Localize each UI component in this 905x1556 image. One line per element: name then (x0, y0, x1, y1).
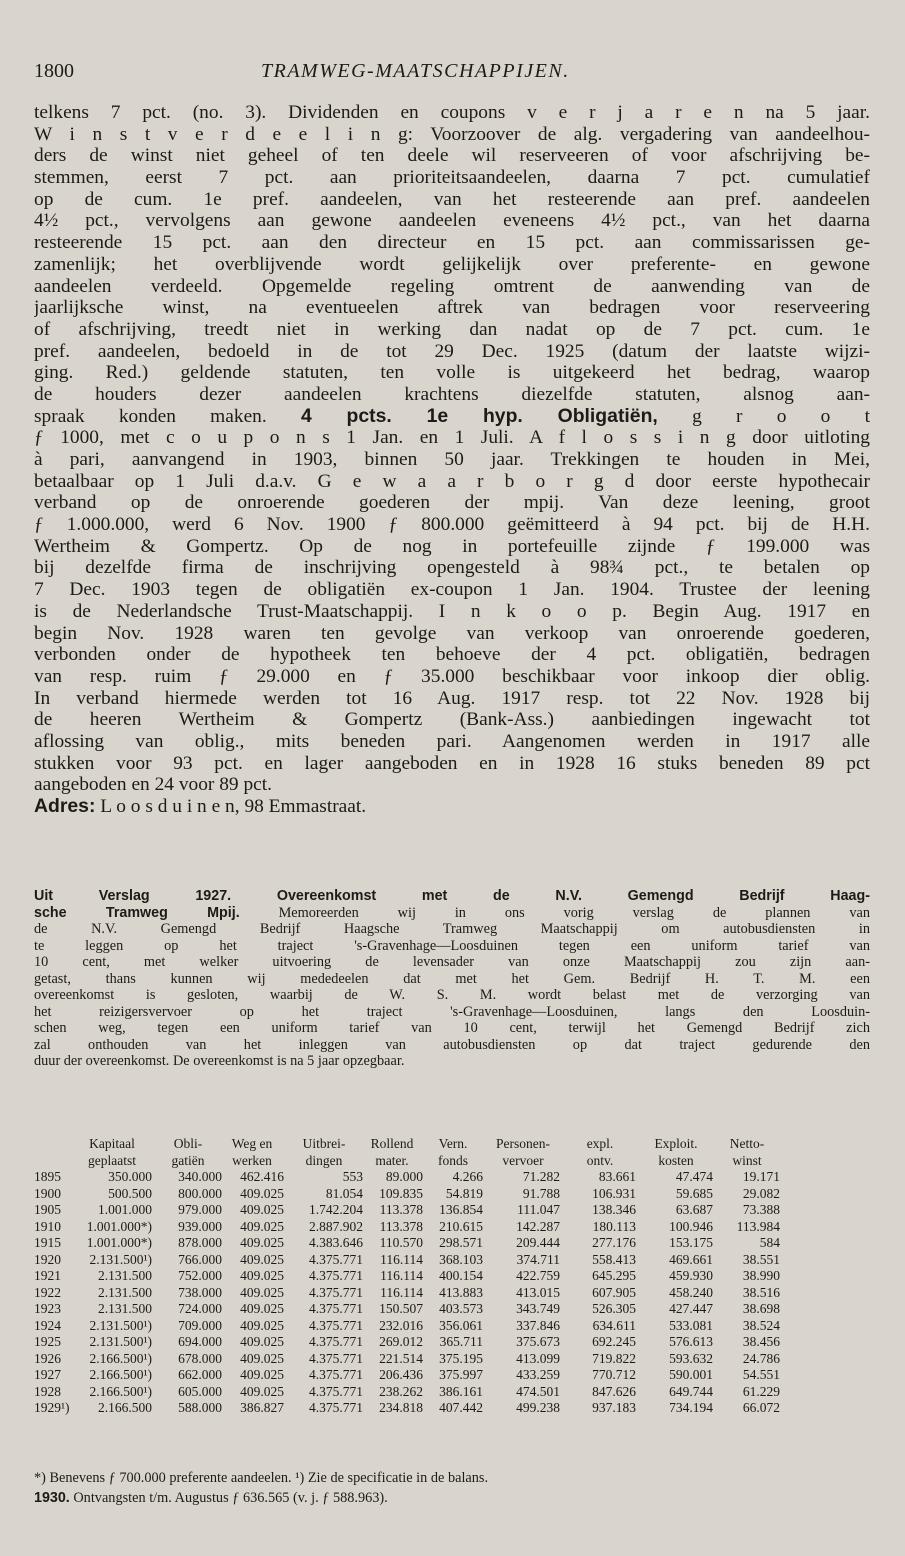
table-year-cell: 1921 (34, 1268, 61, 1283)
table-cell: 474.501 (516, 1383, 560, 1399)
table-year-cell: 1915 (34, 1235, 61, 1250)
table-row (34, 1367, 870, 1384)
text-line: aflossing van oblig., mits beneden pari. Aangenomen werden in 1917 alle (34, 730, 870, 752)
table-row (34, 1169, 870, 1186)
text-line: schen weg, tegen een uniform tarief van 10 cent, terwijl het Gemengd Bedrijf zich (34, 1020, 870, 1036)
text-line: verband op de onroerende goederen der mpij. Van deze leening, groot (34, 492, 870, 514)
table-cell: 109.835 (379, 1185, 423, 1201)
table-cell: 409.025 (240, 1202, 284, 1217)
table-header-cell: dingen (305, 1152, 343, 1168)
table-header-cell: vervoer (502, 1152, 544, 1168)
text-line: bij dezelfde firma de inschrijving opengesteld à 98¾ pct., te betalen op (34, 557, 870, 579)
table-cell: 54.551 (742, 1367, 780, 1382)
text-line: 10 cent, met welker uitvoering de levensader van onze Maatschappij zou zijn aan- (34, 954, 870, 970)
table-year-cell: 1929¹) (34, 1400, 70, 1415)
table-cell: 724.000 (178, 1301, 222, 1316)
table-cell: 386.827 (240, 1400, 284, 1415)
table-cell: 607.905 (592, 1284, 636, 1300)
table-cell: 368.103 (439, 1251, 483, 1267)
table-cell: 4.375.771 (309, 1383, 363, 1399)
table-header-cell: winst (732, 1152, 762, 1168)
text-line: het reizigersvervoer op het traject 's-Gravenhage—Loosduinen, langs den Loosduin- (34, 1003, 870, 1020)
text-line: ƒ 1.000.000, werd 6 Nov. 1900 ƒ 800.000 geëmitteerd à 94 pct. bij de H.H. (34, 514, 870, 536)
table-cell: 403.573 (439, 1301, 483, 1316)
table-cell: 939.000 (178, 1218, 222, 1234)
table-cell: 24.786 (742, 1350, 780, 1366)
table-cell: 337.846 (516, 1317, 560, 1333)
table-year-cell: 1900 (34, 1185, 61, 1201)
table-cell: 356.061 (439, 1317, 483, 1333)
table-cell: 59.685 (675, 1185, 713, 1201)
table-cell: 409.025 (240, 1383, 284, 1399)
table-cell: 2.887.902 (309, 1218, 363, 1234)
table-cell: 71.282 (522, 1169, 560, 1184)
table-cell: 116.114 (380, 1251, 423, 1267)
text-line: te leggen op het traject 's-Gravenhage—Loosduinen tegen een uniform tarief van (34, 937, 870, 954)
table-cell: 1.001.000*) (86, 1235, 152, 1250)
table-cell: 38.524 (742, 1317, 780, 1333)
table-cell: 738.000 (178, 1284, 222, 1300)
table-cell: 277.176 (592, 1235, 636, 1250)
table-header-cell: Obli- (173, 1136, 203, 1151)
table-year-cell: 1925 (34, 1334, 61, 1349)
table-year-cell: 1924 (34, 1317, 61, 1333)
text-line: ging. Red.) geldende statuten, ten volle is uitgekeerd het bedrag, waarop (34, 362, 870, 384)
table-cell: 116.114 (380, 1268, 423, 1283)
table-cell: 526.305 (592, 1301, 636, 1316)
table-cell: 533.081 (669, 1317, 713, 1333)
table-cell: 350.000 (108, 1169, 152, 1184)
table-year-cell: 1895 (34, 1169, 61, 1184)
table-cell: 649.744 (669, 1383, 713, 1399)
text-line-with-heading (34, 406, 870, 428)
table-cell: 138.346 (592, 1202, 636, 1217)
table-cell: 634.611 (592, 1317, 636, 1333)
table-cell: 407.442 (439, 1400, 483, 1415)
table-cell: 719.822 (592, 1350, 636, 1366)
table-cell: 413.883 (439, 1284, 483, 1300)
table-cell: 269.012 (379, 1334, 423, 1349)
table-cell: 979.000 (178, 1202, 222, 1217)
table-row (34, 1400, 870, 1417)
table-cell: 847.626 (592, 1383, 636, 1399)
table-cell: 409.025 (240, 1334, 284, 1349)
table-cell: 400.154 (439, 1268, 483, 1283)
table-cell: 110.570 (379, 1235, 423, 1250)
table-cell: 422.759 (516, 1268, 560, 1283)
table-row (34, 1384, 870, 1401)
table-cell: 558.413 (592, 1251, 636, 1267)
page-header (34, 60, 870, 96)
table-cell: 180.113 (592, 1218, 636, 1234)
table-cell: 752.000 (178, 1268, 222, 1283)
table-cell: 800.000 (178, 1185, 222, 1201)
table-header-cell: Personen- (496, 1136, 550, 1151)
table-cell: 469.661 (669, 1251, 713, 1267)
table-cell: 116.114 (380, 1284, 423, 1300)
table-cell: 2.131.500¹) (89, 1251, 152, 1267)
table-header-cell: gatiën (171, 1152, 205, 1168)
text-line: Wertheim & Gompertz. Op de nog in portefeuille zijnde ƒ 199.000 was (34, 535, 870, 557)
table-cell: 4.375.771 (309, 1284, 363, 1300)
table-cell: 142.287 (516, 1218, 560, 1234)
table-cell: 937.183 (592, 1400, 636, 1415)
table-cell: 298.571 (439, 1235, 483, 1250)
financial-table (34, 1136, 870, 1417)
table-cell: 553 (342, 1169, 363, 1184)
table-cell: 2.166.500 (98, 1400, 152, 1415)
table-footnote: *) Benevens ƒ 700.000 preferente aandeelen. ¹) Zie de specificatie in de balans. (34, 1470, 489, 1486)
table-cell: 210.615 (439, 1218, 483, 1234)
table-row (34, 1285, 870, 1302)
table-year-cell: 1905 (34, 1202, 61, 1217)
table-cell: 232.016 (379, 1317, 423, 1333)
table-cell: 136.854 (439, 1202, 483, 1217)
table-cell: 694.000 (178, 1334, 222, 1349)
table-cell: 4.375.771 (309, 1400, 363, 1415)
table-row (34, 1235, 870, 1252)
table-cell: 238.262 (379, 1383, 423, 1399)
text-line: de N.V. Gemengd Bedrijf Haagsche Tramweg Maatschappij om autobusdiensten in (34, 921, 870, 937)
table-row (34, 1318, 870, 1335)
table-cell: 499.238 (516, 1400, 560, 1415)
final-note (34, 1490, 870, 1507)
table-cell: 106.931 (592, 1185, 636, 1201)
text-line: betaalbaar op 1 Juli d.a.v. G e w a a r b o r g d door eerste hypothecair (34, 470, 870, 492)
table-cell: 4.375.771 (309, 1268, 363, 1283)
table-cell: 113.378 (379, 1202, 423, 1217)
table-header-cell: Weg en (231, 1136, 273, 1151)
table-row (34, 1202, 870, 1219)
report-heading-cont: sche Tramweg Mpij. (34, 904, 240, 921)
table-header-cell: expl. (586, 1136, 614, 1151)
text-fragment: Memoreerden wij in ons vorig verslag de plannen van (278, 904, 870, 921)
table-cell: 2.131.500 (98, 1301, 152, 1316)
table-cell: 234.818 (379, 1400, 423, 1415)
paragraph-dividend-terms (34, 102, 870, 818)
table-cell: 1.001.000*) (86, 1218, 152, 1234)
table-cell: 458.240 (669, 1284, 713, 1300)
table-cell: 113.984 (736, 1218, 780, 1234)
running-title: TRAMWEG-MAATSCHAPPIJEN. (261, 60, 570, 82)
text-line: verbonden onder de hypotheek ten behoeve der 4 pct. obligatiën, bedragen (34, 644, 870, 666)
table-header-cell: Vern. (438, 1136, 468, 1151)
table-row (34, 1334, 870, 1351)
table-cell: 2.131.500¹) (89, 1334, 152, 1349)
table-header-row (34, 1153, 870, 1170)
text-line: resteerende 15 pct. aan den directeur en 15 pct. aan commissarissen ge- (34, 232, 870, 254)
table-cell: 1.742.204 (309, 1202, 363, 1217)
table-cell: 576.613 (669, 1334, 713, 1349)
table-cell: 340.000 (178, 1169, 222, 1184)
table-cell: 38.551 (742, 1251, 780, 1267)
final-note-text: Ontvangsten t/m. Augustus ƒ 636.565 (v. j. ƒ 588.963). (73, 1490, 388, 1506)
annual-report-excerpt (34, 888, 870, 1070)
table-cell: 590.001 (669, 1367, 713, 1382)
table-cell: 61.229 (742, 1383, 780, 1399)
table-cell: 409.025 (240, 1350, 284, 1366)
table-row (34, 1186, 870, 1203)
table-header-cell: Exploit. (654, 1136, 698, 1151)
table-cell: 409.025 (240, 1367, 284, 1382)
text-line (34, 905, 870, 922)
table-cell: 4.375.771 (309, 1301, 363, 1316)
table-cell: 2.166.500¹) (89, 1367, 152, 1382)
table-year-cell: 1910 (34, 1218, 61, 1234)
table-cell: 433.259 (516, 1367, 560, 1382)
text-line: 4½ pct., vervolgens aan gewone aandeelen eveneens 4½ pct., van het daarna (34, 210, 870, 232)
table-row (34, 1252, 870, 1269)
table-cell: 409.025 (240, 1251, 284, 1267)
table-cell: 462.416 (240, 1169, 284, 1184)
text-line: duur der overeenkomst. De overeenkomst is na 5 jaar opzegbaar. (34, 1053, 405, 1069)
table-cell: 81.054 (325, 1185, 363, 1201)
table-cell: 73.388 (742, 1202, 780, 1217)
table-year-cell: 1923 (34, 1301, 61, 1316)
table-header-cell: kosten (658, 1152, 694, 1168)
table-cell: 54.819 (445, 1185, 483, 1201)
text-line: van resp. ruim ƒ 29.000 en ƒ 35.000 beschikbaar voor inkoop dier oblig. (34, 665, 870, 687)
table-cell: 113.378 (379, 1218, 423, 1234)
table-header-cell: fonds (438, 1152, 468, 1168)
table-cell: 500.500 (108, 1185, 152, 1201)
table-row (34, 1219, 870, 1236)
table-cell: 584 (759, 1235, 780, 1250)
table-cell: 409.025 (240, 1235, 284, 1250)
table-year-cell: 1926 (34, 1350, 61, 1366)
table-cell: 19.171 (742, 1169, 780, 1184)
text-line: telkens 7 pct. (no. 3). Dividenden en coupons v e r j a r e n na 5 jaar. (34, 102, 870, 123)
table-cell: 4.266 (452, 1169, 483, 1184)
text-line: overeenkomst is gesloten, waarbij de W. S. M. wordt belast met de verzorging van (34, 987, 870, 1003)
text-line: 7 Dec. 1903 tegen de obligatiën ex-coupon 1 Jan. 1904. Trustee der leening (34, 579, 870, 601)
table-cell: 47.474 (675, 1169, 713, 1184)
table-cell: 150.507 (379, 1301, 423, 1316)
text-fragment: g r o o t (692, 405, 870, 427)
text-fragment: spraak konden maken. (34, 405, 267, 427)
table-cell: 209.444 (516, 1235, 560, 1250)
table-cell: 692.245 (592, 1334, 636, 1349)
table-cell: 2.131.500 (98, 1268, 152, 1283)
table-cell: 709.000 (178, 1317, 222, 1333)
section-heading-bonds: 4 pcts. 1e hyp. Obligatiën, (300, 405, 658, 427)
text-line: getast, thans kunnen wij mededeelen dat met het Gem. Bedrijf H. T. M. een (34, 970, 870, 987)
table-header-cell: Uitbrei- (302, 1136, 346, 1151)
table-row (34, 1351, 870, 1368)
text-line: stukken voor 93 pct. en lager aangeboden en in 1928 16 stuks beneden 89 pct (34, 752, 870, 774)
table-year-cell: 1922 (34, 1284, 61, 1300)
address-line (34, 796, 870, 818)
table-cell: 365.711 (439, 1334, 483, 1349)
table-cell: 38.698 (742, 1301, 780, 1316)
table-year-cell: 1928 (34, 1383, 61, 1399)
table-cell: 153.175 (669, 1235, 713, 1250)
table-row (34, 1301, 870, 1318)
table-cell: 770.712 (592, 1367, 636, 1382)
table-cell: 111.047 (517, 1202, 560, 1217)
table-cell: 89.000 (385, 1169, 423, 1184)
table-year-cell: 1927 (34, 1367, 61, 1382)
table-cell: 66.072 (742, 1400, 780, 1415)
table-cell: 409.025 (240, 1301, 284, 1316)
text-line: In verband hiermede werden tot 16 Aug. 1917 resp. tot 22 Nov. 1928 bij (34, 687, 870, 709)
table-cell: 678.000 (178, 1350, 222, 1366)
text-line: à pari, aanvangend in 1903, binnen 50 jaar. Trekkingen te houden in Mei, (34, 449, 870, 470)
table-cell: 375.673 (516, 1334, 560, 1349)
address-label: Adres: (34, 796, 96, 817)
text-line: de heeren Wertheim & Gompertz (Bank-Ass.) aanbiedingen ingewacht tot (34, 709, 870, 731)
text-line: pref. aandeelen, bedoeld in de tot 29 Dec. 1925 (datum der laatste wijzi- (34, 340, 870, 362)
text-line: zamenlijk; het overblijvende wordt gelijkelijk over preferente- en gewone (34, 253, 870, 275)
text-line: begin Nov. 1928 waren ten gevolge van verkoop van onroerende goederen, (34, 622, 870, 644)
table-cell: 221.514 (379, 1350, 423, 1366)
table-cell: 343.749 (516, 1301, 560, 1316)
table-cell: 2.166.500¹) (89, 1350, 152, 1366)
table-cell: 459.930 (669, 1268, 713, 1283)
address-value: L o o s d u i n e n, 98 Emmastraat. (100, 796, 367, 817)
table-cell: 375.997 (439, 1367, 483, 1382)
table-header-cell: mater. (375, 1152, 409, 1168)
text-line: ƒ 1000, met c o u p o n s 1 Jan. en 1 Juli. A f l o s s i n g door uitloting (34, 427, 870, 449)
text-line: ders de winst niet geheel of ten deele wil reserveeren of voor afschrijving be- (34, 145, 870, 167)
table-cell: 29.082 (742, 1185, 780, 1201)
table-cell: 605.000 (178, 1383, 222, 1399)
table-header-cell: werken (232, 1152, 272, 1168)
table-year-cell: 1920 (34, 1251, 61, 1267)
table-cell: 766.000 (178, 1251, 222, 1267)
text-line: zal onthouden van het inleggen van autobusdiensten op dat traject gedurende den (34, 1036, 870, 1053)
table-cell: 91.788 (522, 1185, 560, 1201)
text-line: is de Nederlandsche Trust-Maatschappij. I n k o o p. Begin Aug. 1917 en (34, 600, 870, 622)
table-cell: 63.687 (675, 1202, 713, 1217)
table-cell: 662.000 (178, 1367, 222, 1382)
table-cell: 409.025 (240, 1317, 284, 1333)
table-cell: 409.025 (240, 1284, 284, 1300)
text-line: de houders dezer aandeelen krachtens diezelfde statuten, alsnog aan- (34, 383, 870, 405)
table-header-cell: Kapitaal (89, 1136, 135, 1151)
table-cell: 38.456 (742, 1334, 780, 1349)
text-line: aangeboden en 24 voor 89 pct. (34, 774, 272, 796)
table-header-cell: Rollend (370, 1136, 414, 1151)
text-line: aandeelen verdeeld. Opgemelde regeling omtrent de aanwending van de (34, 275, 870, 297)
table-cell: 878.000 (178, 1235, 222, 1250)
table-cell: 2.131.500¹) (89, 1317, 152, 1333)
report-heading: Uit Verslag 1927. Overeenkomst met de N.V. Gemengd Bedrijf Haag- (34, 888, 870, 904)
table-cell: 4.375.771 (309, 1350, 363, 1366)
table-cell: 2.131.500 (98, 1284, 152, 1300)
table-cell: 100.946 (669, 1218, 713, 1234)
table-cell: 409.025 (240, 1218, 284, 1234)
table-cell: 4.375.771 (309, 1317, 363, 1333)
table-cell: 413.015 (516, 1284, 560, 1300)
table-cell: 734.194 (669, 1400, 713, 1415)
table-cell: 386.161 (439, 1383, 483, 1399)
table-cell: 206.436 (379, 1367, 423, 1382)
table-cell: 409.025 (240, 1185, 284, 1201)
page-number: 1800 (34, 60, 74, 82)
table-cell: 4.383.646 (309, 1235, 363, 1250)
table-cell: 4.375.771 (309, 1367, 363, 1382)
final-note-year: 1930. (34, 1490, 70, 1506)
table-cell: 413.099 (516, 1350, 560, 1366)
table-cell: 375.195 (439, 1350, 483, 1366)
table-cell: 4.375.771 (309, 1251, 363, 1267)
table-header-row (34, 1136, 870, 1153)
text-line: jaarlijksche winst, na eventueelen aftrek van bedragen voor reserveering (34, 297, 870, 319)
table-cell: 38.990 (742, 1268, 780, 1283)
table-header-cell: geplaatst (88, 1152, 136, 1168)
table-header-cell: Netto- (729, 1136, 765, 1151)
table-cell: 2.166.500¹) (89, 1383, 152, 1399)
table-cell: 4.375.771 (309, 1334, 363, 1349)
table-cell: 374.711 (516, 1251, 560, 1267)
table-cell: 83.661 (598, 1169, 636, 1184)
table-cell: 588.000 (178, 1400, 222, 1415)
table-header-cell: ontv. (586, 1152, 614, 1168)
table-cell: 409.025 (240, 1268, 284, 1283)
text-line: stemmen, eerst 7 pct. aan prioriteitsaandeelen, daarna 7 pct. cumulatief (34, 167, 870, 189)
text-line: op de cum. 1e pref. aandeelen, van het resteerende aan pref. aandeelen (34, 188, 870, 210)
table-row (34, 1268, 870, 1285)
table-cell: 38.516 (742, 1284, 780, 1300)
table-cell: 645.295 (592, 1268, 636, 1283)
table-cell: 593.632 (669, 1350, 713, 1366)
text-line: W i n s t v e r d e e l i n g: Voorzoover de alg. vergadering van aandeelhou- (34, 123, 870, 145)
table-cell: 1.001.000 (98, 1202, 152, 1217)
table-cell: 427.447 (669, 1301, 713, 1316)
text-line: of afschrijving, treedt niet in werking dan nadat op de 7 pct. cum. 1e (34, 318, 870, 340)
